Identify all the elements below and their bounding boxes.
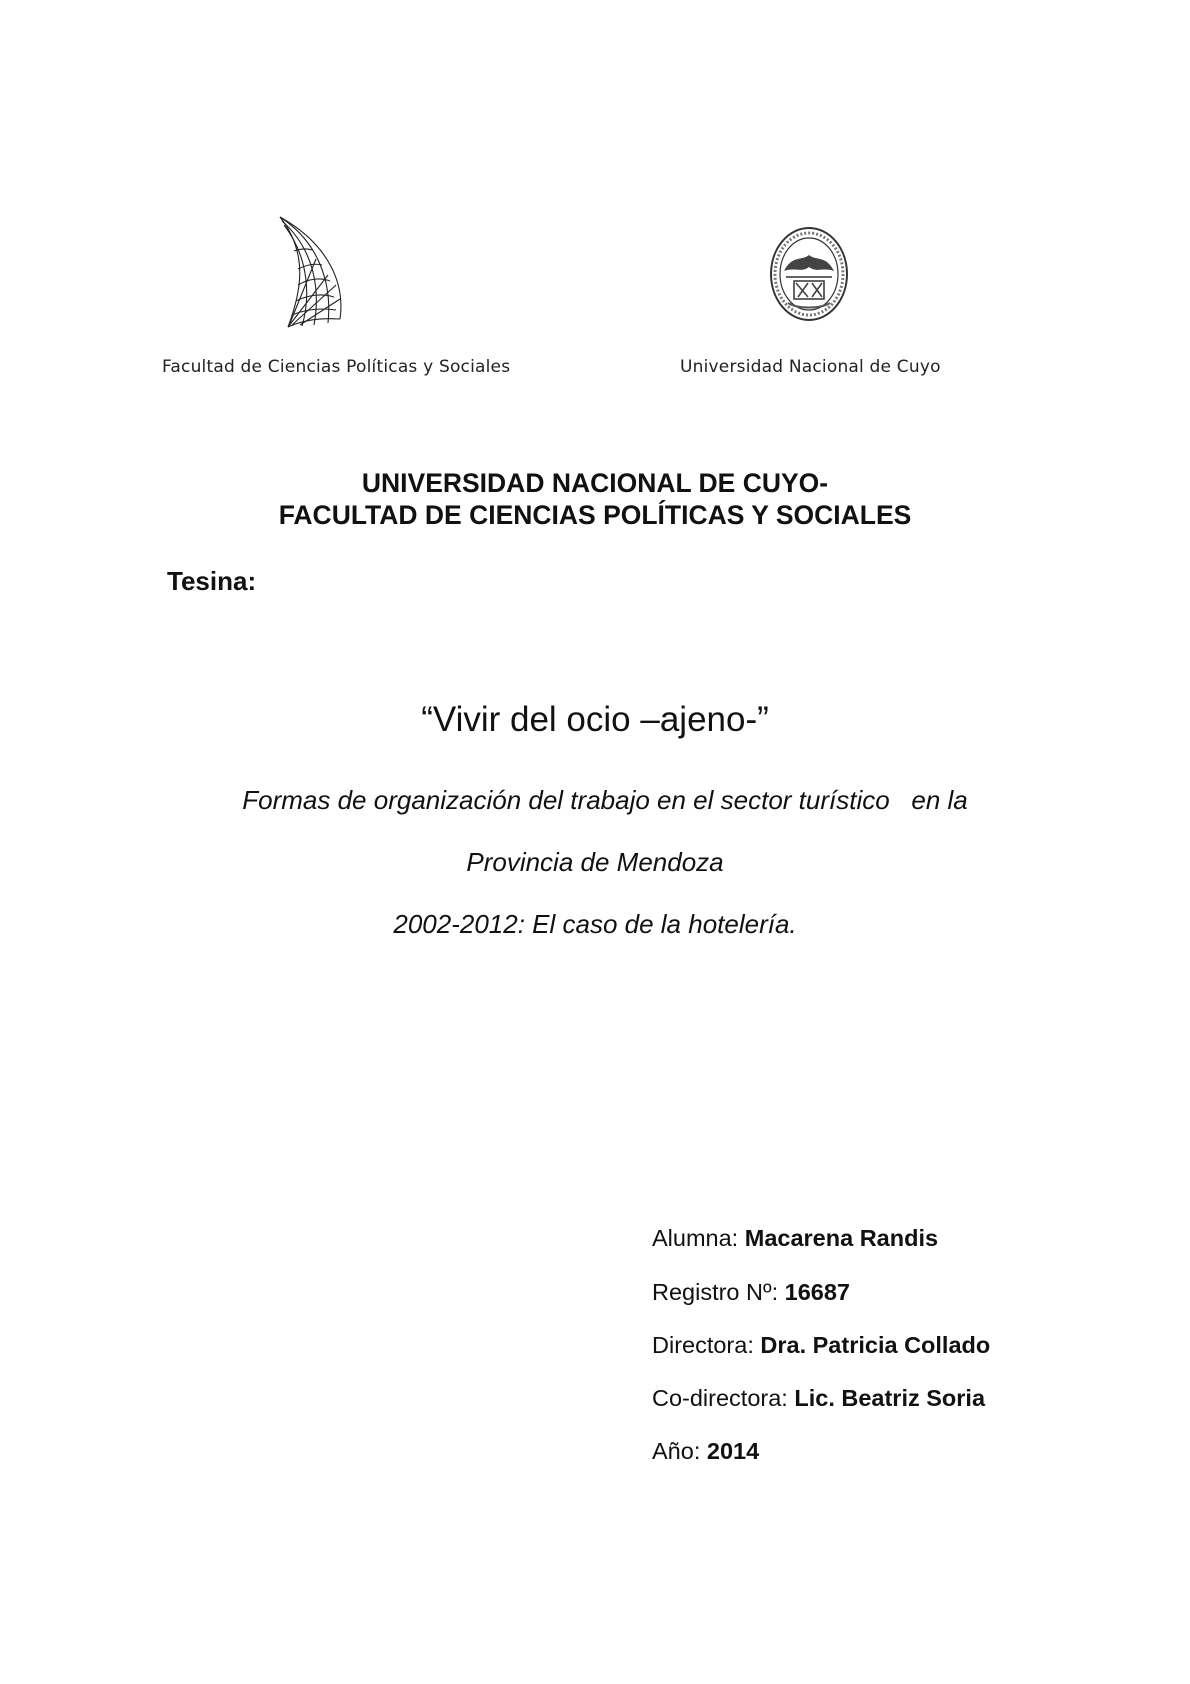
director-row	[652, 1332, 990, 1359]
director-label: Directora:	[652, 1332, 761, 1358]
institution-line-1: UNIVERSIDAD NACIONAL DE CUYO-	[361, 468, 829, 498]
thesis-title: “Vivir del ocio –ajeno-”	[421, 700, 769, 739]
faculty-logo-caption: Facultad de Ciencias Políticas y Sociales	[162, 357, 511, 377]
registration-label: Registro Nº:	[652, 1279, 785, 1305]
subtitle-line-2: Provincia de Mendoza	[466, 847, 724, 877]
sail-logo-icon	[270, 215, 365, 330]
subtitle-line-1: Formas de organización del trabajo en el sector turístico en la	[242, 785, 968, 815]
year-value: 2014	[706, 1438, 760, 1464]
document-type-label: Tesina:	[167, 566, 257, 596]
university-seal-icon	[768, 225, 850, 323]
co-director-name: Lic. Beatriz Soria	[794, 1385, 986, 1411]
student-name: Macarena Randis	[744, 1225, 939, 1251]
director-name: Dra. Patricia Collado	[760, 1332, 991, 1358]
institution-line-2: FACULTAD DE CIENCIAS POLÍTICAS Y SOCIALES	[278, 500, 912, 530]
co-director-row	[652, 1385, 985, 1412]
university-logo-caption: Universidad Nacional de Cuyo	[680, 357, 941, 377]
year-label: Año:	[652, 1438, 707, 1464]
year-row	[652, 1438, 759, 1465]
registration-row	[652, 1279, 850, 1306]
student-row	[652, 1225, 938, 1252]
student-label: Alumna:	[652, 1225, 745, 1251]
co-director-label: Co-directora:	[652, 1385, 795, 1411]
subtitle-line-3: 2002-2012: El caso de la hotelería.	[393, 909, 797, 939]
registration-number: 16687	[784, 1279, 851, 1305]
institution-heading	[0, 467, 1190, 531]
